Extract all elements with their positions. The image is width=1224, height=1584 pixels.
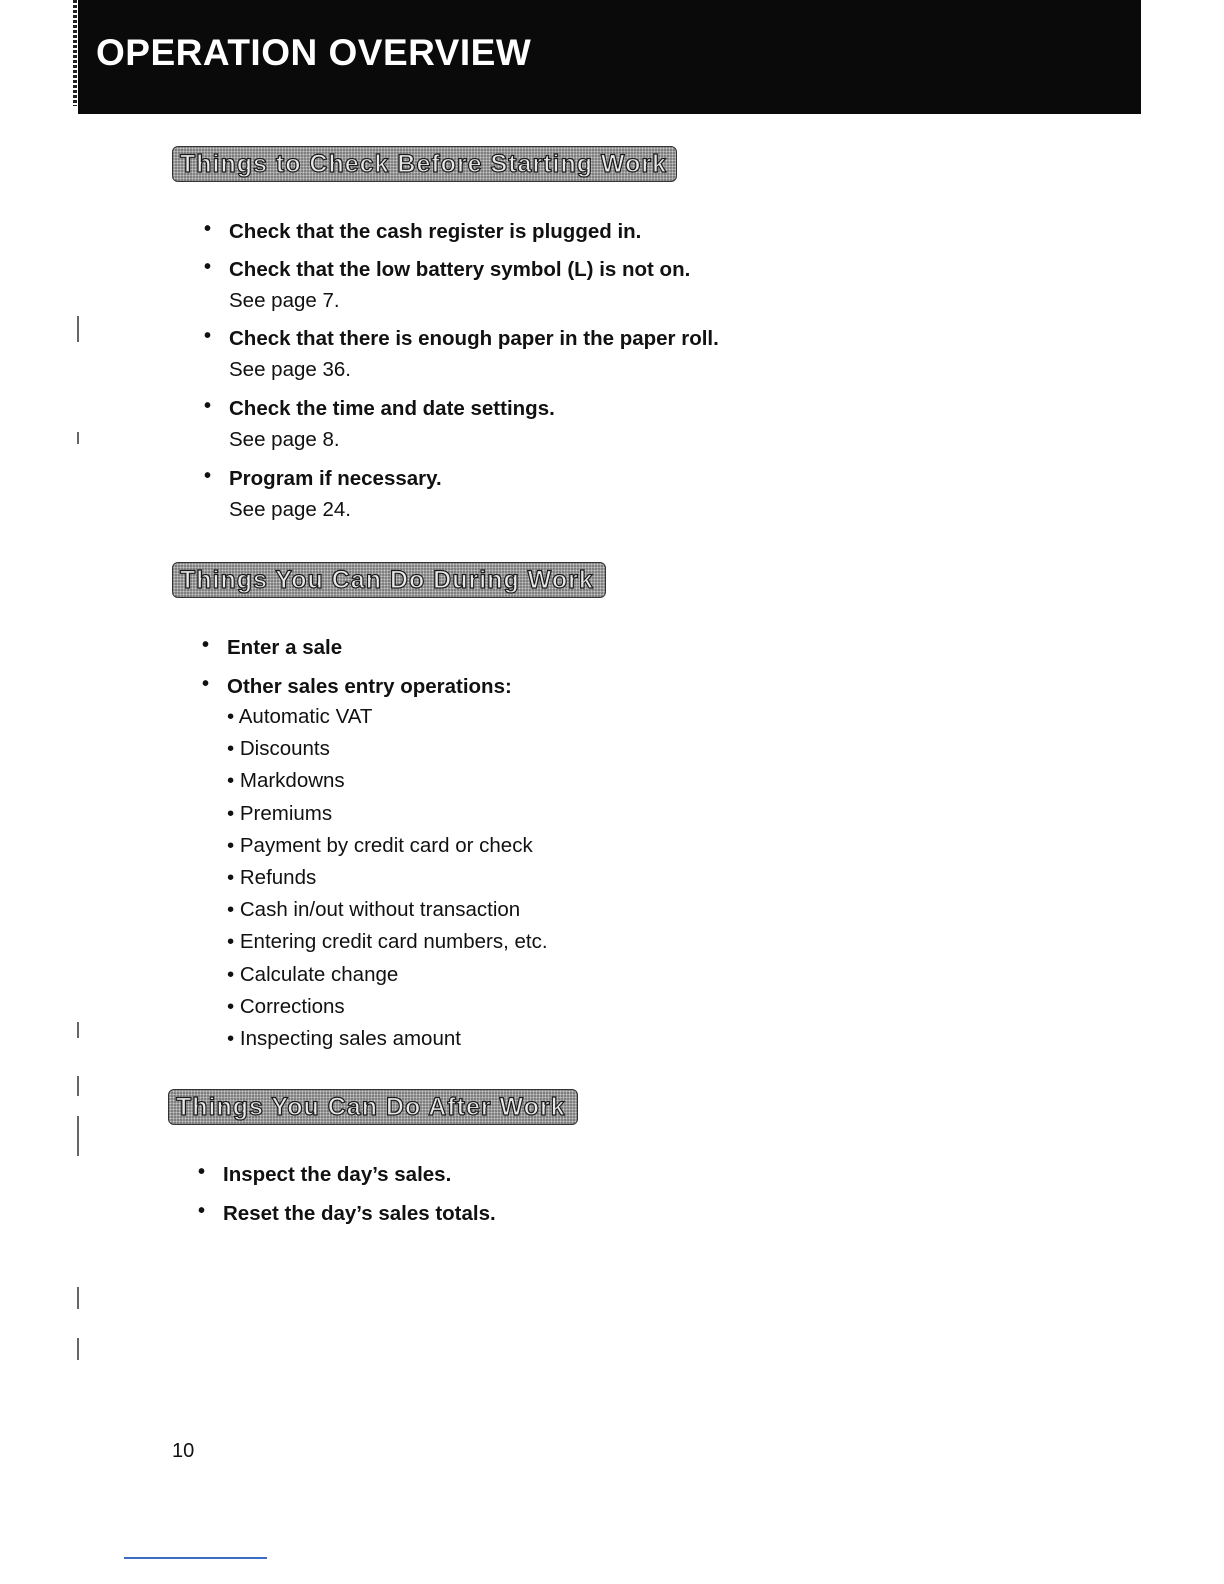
scan-edge-mark — [73, 0, 77, 106]
section-banner-after-work — [168, 1089, 578, 1125]
item-text: Check the time and date settings. — [229, 397, 555, 420]
page-number: 10 — [172, 1440, 195, 1462]
section-banner-during-work — [172, 562, 606, 598]
bullet-icon: • — [204, 256, 212, 278]
list-item — [196, 1200, 896, 1227]
section-title: Things You Can Do After Work — [176, 1093, 566, 1121]
page-reference: See page 7. — [229, 289, 340, 312]
list-item — [200, 634, 900, 673]
sub-list-item: • Cash in/out without transaction — [227, 898, 521, 922]
item-text: Other sales entry operations: — [227, 675, 512, 698]
list-item — [202, 465, 902, 535]
list-item — [202, 325, 902, 395]
sub-list-item: • Calculate change — [227, 962, 399, 986]
section-title: Things You Can Do During Work — [180, 566, 594, 594]
scan-artifact — [77, 1116, 79, 1156]
page-reference: See page 24. — [229, 498, 351, 521]
bullet-icon: • — [202, 634, 210, 656]
list-item — [202, 395, 902, 465]
item-text: Check that the cash register is plugged in. — [229, 220, 642, 243]
sub-list-item: • Discounts — [227, 737, 330, 761]
scan-artifact — [77, 1287, 79, 1309]
bullet-icon: • — [204, 218, 212, 240]
sub-list-item: • Inspecting sales amount — [227, 1026, 461, 1050]
item-text: Reset the day’s sales totals. — [223, 1202, 496, 1225]
sub-list-item: • Payment by credit card or check — [227, 833, 533, 857]
scan-artifact — [77, 432, 79, 444]
scan-artifact — [77, 1338, 79, 1360]
list-item — [202, 256, 902, 325]
list-item — [200, 673, 900, 1059]
sub-list-item: • Markdowns — [227, 769, 345, 793]
during-work-list — [200, 634, 900, 1059]
item-text: Check that the low battery symbol (L) is not on. — [229, 258, 691, 281]
bullet-icon: • — [202, 673, 210, 695]
scan-artifact-line — [124, 1557, 267, 1559]
section-banner-before-work — [172, 146, 677, 182]
sub-list-item: • Automatic VAT — [227, 705, 373, 728]
sub-list-item: • Refunds — [227, 865, 317, 889]
item-text: Enter a sale — [227, 636, 343, 659]
scan-artifact — [77, 316, 79, 342]
page-title: OPERATION OVERVIEW — [96, 32, 532, 73]
section-title: Things to Check Before Starting Work — [180, 150, 667, 178]
sales-operations-sublist — [227, 705, 900, 1059]
scan-artifact — [77, 1022, 79, 1038]
item-text: Check that there is enough paper in the paper roll. — [229, 327, 719, 350]
list-item — [202, 218, 902, 256]
bullet-icon: • — [204, 465, 212, 487]
bullet-icon: • — [198, 1161, 206, 1183]
page-reference: See page 8. — [229, 428, 340, 451]
sub-list-item: • Premiums — [227, 801, 333, 825]
page-reference: See page 36. — [229, 358, 351, 381]
scan-artifact — [77, 1076, 79, 1096]
sub-list-item: • Entering credit card numbers, etc. — [227, 930, 548, 954]
item-text: Inspect the day’s sales. — [223, 1163, 452, 1186]
list-item — [196, 1161, 896, 1200]
bullet-icon: • — [198, 1200, 206, 1222]
item-text: Program if necessary. — [229, 467, 442, 490]
after-work-list — [196, 1161, 896, 1227]
bullet-icon: • — [204, 325, 212, 347]
bullet-icon: • — [204, 395, 212, 417]
before-work-list — [202, 218, 902, 535]
sub-list-item: • Corrections — [227, 994, 345, 1018]
